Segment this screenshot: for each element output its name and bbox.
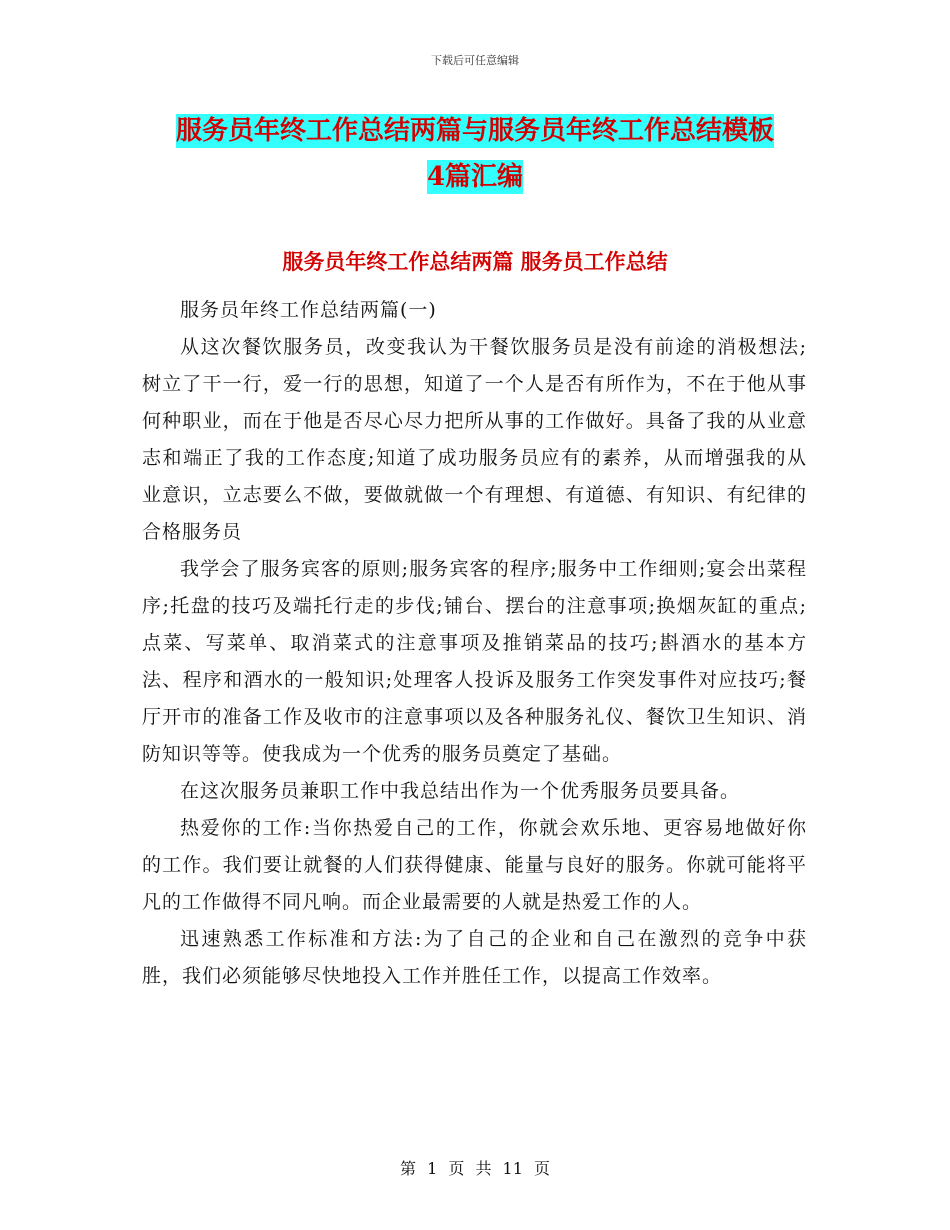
header-note: 下载后可任意编辑 (431, 54, 519, 67)
paragraph: 热爱你的工作:当你热爱自己的工作，你就会欢乐地、更容易地做好你的工作。我们要让就餐的人们获得健康、能量与良好的服务。你就可能将平凡的工作做得不同凡响。而企业最需要的人就是热爱工作的人。 (142, 817, 807, 913)
title-line-1: 服务员年终工作总结两篇与服务员年终工作总结模板 (175, 116, 774, 146)
paragraph: 迅速熟悉工作标准和方法:为了自己的企业和自己在激烈的竞争中获胜，我们必须能够尽快地投入工作并胜任工作，以提高工作效率。 (142, 928, 807, 987)
document-body (142, 292, 807, 995)
title-line-2: 4篇汇编 (426, 162, 524, 192)
document-title (140, 108, 810, 200)
section-title: 服务员年终工作总结两篇 服务员工作总结 (282, 249, 668, 274)
page-footer: 第 1 页 共 11 页 (400, 1159, 550, 1178)
paragraph: 我学会了服务宾客的原则;服务宾客的程序;服务中工作细则;宴会出菜程序;托盘的技巧及端托行走的步伐;铺台、摆台的注意事项;换烟灰缸的重点;点菜、写菜单、取消菜式的注意事项及推销菜品的技巧;斟酒水的基本方法、程序和酒水的一般知识;处理客人投诉及服务工作突发事件对应技巧;餐厅开市的准备工作及收市的注意事项以及各种服务礼仪、餐饮卫生知识、消防知识等等。使我成为一个优秀的服务员奠定了基础。 (142, 558, 807, 765)
paragraph: 服务员年终工作总结两篇(一) (180, 299, 437, 321)
paragraph: 从这次餐饮服务员，改变我认为干餐饮服务员是没有前途的消极想法;树立了干一行，爱一行的思想，知道了一个人是否有所作为，不在于他从事何种职业，而在于他是否尽心尽力把所从事的工作做好。具备了我的从业意志和端正了我的工作态度;知道了成功服务员应有的素养，从而增强我的从业意识，立志要么不做，要做就做一个有理想、有道德、有知识、有纪律的合格服务员 (142, 336, 807, 543)
paragraph: 在这次服务员兼职工作中我总结出作为一个优秀服务员要具备。 (180, 780, 741, 802)
